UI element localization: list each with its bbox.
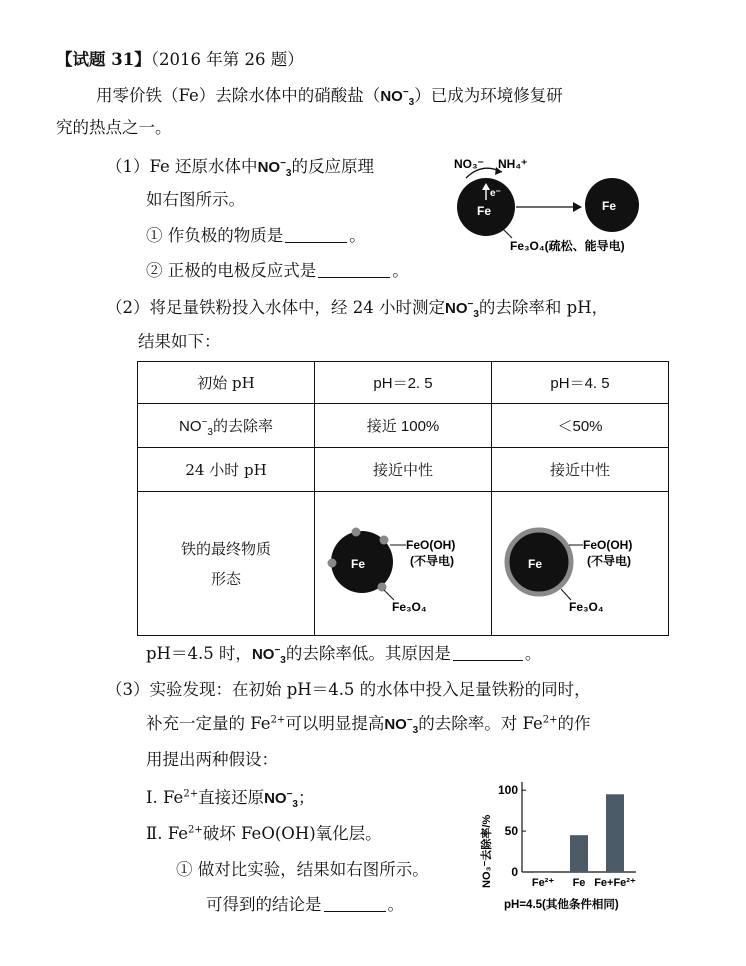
table-row xyxy=(138,404,669,448)
table-cell: 初始 pH xyxy=(138,362,315,404)
fe-label: Fe xyxy=(351,556,366,571)
fe3o4-label: Fe₃O₄(疏松、能导电) xyxy=(510,239,625,253)
fe3o4-label: Fe₃O₄ xyxy=(569,599,604,614)
nitrate-ion: $NO^-_3$ xyxy=(179,417,213,438)
table-row xyxy=(138,492,669,636)
q3-line-3: 用提出两种假设： xyxy=(146,750,278,769)
iron-morphology-a xyxy=(318,507,488,617)
x-tick-label: Fe xyxy=(572,877,586,889)
x-tick-label: Fe²⁺ xyxy=(531,877,555,889)
y-tick-label: 50 xyxy=(504,824,518,839)
removal-rate-chart xyxy=(468,772,668,920)
fe3o4-spot xyxy=(352,527,361,536)
question-header xyxy=(56,48,304,72)
q1-item-1: ① 作负极的物质是 。 xyxy=(146,226,366,245)
nonconductive-label: (不导电) xyxy=(587,553,631,568)
fe3o4-label: Fe₃O₄ xyxy=(392,599,427,614)
y-tick-label: 100 xyxy=(497,783,518,798)
fe-label: Fe xyxy=(528,556,543,571)
table-cell xyxy=(315,492,492,636)
table-cell: 接近中性 xyxy=(492,448,669,492)
table-cell: $NO^-_3$的去除率 xyxy=(138,404,315,448)
q1-text: 的反应原理 xyxy=(291,157,374,176)
nitrate-ion: $NO^-_3$ xyxy=(251,645,286,666)
bar xyxy=(606,794,624,872)
table-row xyxy=(138,448,669,492)
reaction-diagram xyxy=(446,152,686,262)
nitrate-label: NO₃⁻ xyxy=(454,157,484,171)
table-cell: pH＝4. 5 xyxy=(492,362,669,404)
nitrate-ion: $NO^-_3$ xyxy=(444,299,479,320)
table-row xyxy=(138,362,669,404)
nonconductive-label: (不导电) xyxy=(410,553,454,568)
table-cell xyxy=(492,492,669,636)
nitrate-ion: $NO^-_3$ xyxy=(257,158,292,179)
ammonium-label: NH₄⁺ xyxy=(498,157,528,171)
table-cell: ＜50% xyxy=(492,404,669,448)
answer-blank[interactable] xyxy=(318,261,390,278)
question-source: （2016 年第 26 题） xyxy=(150,50,304,69)
q3-item-2: 可得到的结论是 。 xyxy=(206,895,404,914)
x-tick-label: Fe+Fe²⁺ xyxy=(594,877,636,889)
table-cell: 接近中性 xyxy=(315,448,492,492)
fe-label-left: Fe xyxy=(477,204,492,218)
q3-item-1: ① 做对比实验，结果如右图所示。 xyxy=(176,860,429,879)
answer-blank[interactable] xyxy=(285,226,347,243)
nitrate-ion: $NO^-_3$ xyxy=(380,87,415,108)
answer-blank[interactable] xyxy=(453,644,523,661)
results-table xyxy=(137,361,669,636)
intro-text: 用零价铁（Fe）去除水体中的硝酸盐（ xyxy=(96,86,381,105)
q1-line-1 xyxy=(106,155,374,180)
electron-label: e⁻ xyxy=(490,188,501,199)
q2-after-table: pH＝4.5 时，$NO^-_3$的去除率低。其原因是 。 xyxy=(146,644,542,666)
y-tick-label: 0 xyxy=(511,865,518,879)
q1-item-2: ② 正极的电极反应式是 。 xyxy=(146,261,409,280)
chart-xlabel: pH=4.5(其他条件相同) xyxy=(504,899,619,911)
q1-line-2: 如右图所示。 xyxy=(146,190,245,209)
intro-text: ）已成为环境修复研 xyxy=(414,86,563,105)
intro-line-1 xyxy=(96,84,563,109)
nitrate-ion: $NO^-_3$ xyxy=(384,715,419,736)
q2-line-2: 结果如下： xyxy=(138,332,221,351)
q1-text: （1）Fe 还原水体中 xyxy=(106,157,258,176)
intro-line-2: 究的热点之一。 xyxy=(56,118,172,137)
q2-line-1: （2）将足量铁粉投入水体中，经 24 小时测定$NO^-_3$的去除率和 pH， xyxy=(106,298,609,320)
bars xyxy=(534,794,624,872)
fe-label-right: Fe xyxy=(602,199,617,213)
nitrate-ion: $NO^-_3$ xyxy=(264,789,298,810)
bar xyxy=(570,835,588,872)
leader-line xyxy=(561,589,571,600)
answer-blank[interactable] xyxy=(324,895,386,912)
fe3o4-spot xyxy=(328,558,337,567)
feooh-label: FeO(OH) xyxy=(406,537,456,552)
table-cell: pH＝2. 5 xyxy=(315,362,492,404)
table-cell: 24 小时 pH xyxy=(138,448,315,492)
bar xyxy=(534,871,552,873)
q3-line-1: （3）实验发现：在初始 pH＝4.5 的水体中投入足量铁粉的同时， xyxy=(106,680,591,699)
table-cell: 接近 100% xyxy=(315,404,492,448)
leader-line xyxy=(384,590,394,600)
arrowhead-icon xyxy=(573,202,582,212)
feooh-label: FeO(OH) xyxy=(583,537,633,552)
hypothesis-1: Ⅰ. $Fe^{2+}$直接还原$NO^-_3$； xyxy=(146,788,315,810)
question-title: 【试题 31】 xyxy=(56,50,151,69)
iron-morphology-b xyxy=(495,507,665,617)
fe3o4-spot xyxy=(378,582,387,591)
x-ticks xyxy=(532,877,636,889)
fe3o4-spot xyxy=(380,535,389,544)
table-cell: 铁的最终物质 形态 xyxy=(138,492,315,636)
q3-line-2: 补充一定量的 $Fe^{2+}$可以明显提高$NO^-_3$的去除率。对 $Fe^{2+}$的作 xyxy=(146,714,591,736)
chart-ylabel: NO₃⁻去除率/% xyxy=(481,814,493,888)
hypothesis-2: Ⅱ. $Fe^{2+}$破坏 FeO(OH)氧化层。 xyxy=(146,824,382,843)
